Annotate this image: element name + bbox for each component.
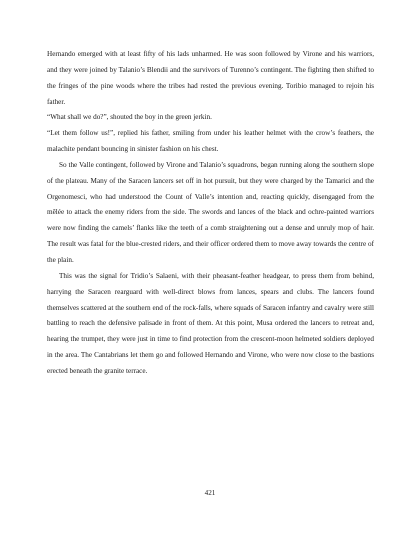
- paragraph-1: Hernando emerged with at least fifty of his lads unharmed. He was soon followed by Virone and his warriors, and they were joined by Talanio’s Blendii and the survivors of Turenno’s contingent. The fighting then shifted to the fringes of the pine woods where the tribes had rested the previous evening. Toribio managed to rejoin his father.: [47, 50, 374, 106]
- paragraph-5: This was the signal for Tridio’s Salaeni, with their pheasant-feather headgear, to press them from behind, harrying the Saracen rearguard with well-direct blows from lances, spears and clubs. The lancers found themselves scattered at the southern end of the rock-falls, where squads of Saracen infantry and cavalry were still battling to reach the defensive palisade in front of them. At this point, Musa ordered the lancers to retreat and, hearing the trumpet, they were just in time to find protection from the crescent-moon helmeted soldiers deployed in the area. The Cantabrians let them go and followed Hernando and Virone, who were now close to the bastions erected beneath the granite terrace.: [47, 271, 374, 375]
- paragraph-2: “What shall we do?”, shouted the boy in the green jerkin.: [47, 113, 212, 122]
- body-text: [47, 47, 374, 380]
- paragraph-4: So the Valle contingent, followed by Virone and Talanio’s squadrons, began running along the southern slope of the plateau. Many of the Saracen lancers set off in hot pursuit, but they were charged by the Tamarici and the Orgenomesci, who had understood the Count of Valle’s intention and, reacting quickly, disengaged from the mêlée to attack the enemy riders from the side. The swords and lances of the black and ochre-painted warriors were now finding the camels’ flanks like the teeth of a comb straightening out a dense and unruly mop of hair. The result was fatal for the blue-crested riders, and their officer ordered them to move away towards the centre of the plain.: [47, 160, 374, 264]
- paragraph-3: “Let them follow us!”, replied his father, smiling from under his leather helmet with the crow’s feathers, the malachite pendant bouncing in sinister fashion on his chest.: [47, 129, 374, 154]
- page-number: 421: [204, 489, 216, 497]
